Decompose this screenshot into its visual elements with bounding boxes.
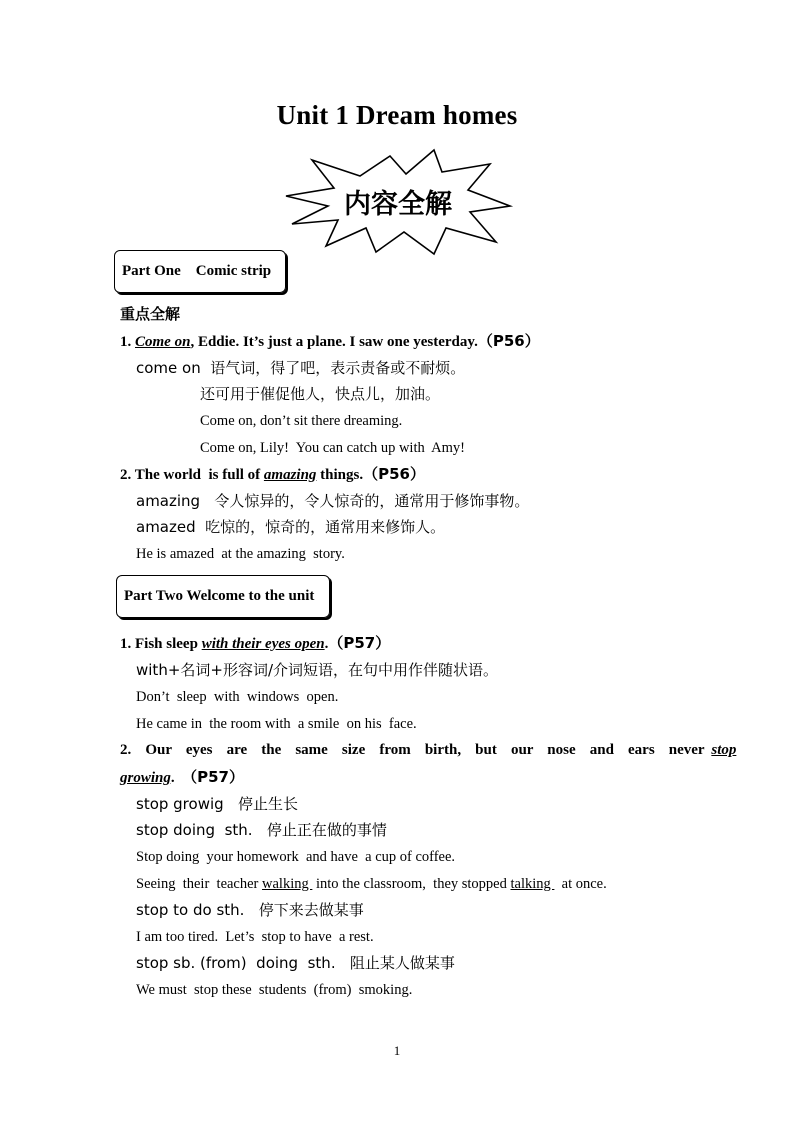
- item-text: , Eddie. It’s just a plane. I saw one yesterday.: [190, 334, 478, 350]
- note-line: 还可用于催促他人，快点儿，加油。: [200, 385, 441, 403]
- p1-item2: [120, 465, 425, 484]
- note-line: come on 语气词，得了吧，表示责备或不耐烦。: [136, 359, 466, 377]
- page-number: 1: [393, 1043, 401, 1058]
- example-sentence: Come on, don’t sit there dreaming.: [200, 413, 403, 429]
- example-sentence: Come on, Lily! You can catch up with Amy!: [200, 440, 466, 456]
- underlined-walking: walking: [262, 876, 313, 892]
- page-ref: （P56）: [363, 465, 425, 483]
- page-ref: （P56）: [477, 332, 540, 350]
- starburst-banner: [282, 148, 514, 258]
- sentence-part: Seeing their teacher: [136, 876, 263, 892]
- keyword-stop: stop: [711, 742, 737, 758]
- example-sentence: We must stop these students (from) smoking.: [136, 982, 413, 998]
- item-number: 1.: [120, 334, 132, 350]
- item-text: .: [170, 770, 183, 786]
- section-heading: 重点全解: [120, 305, 181, 323]
- note-line: stop doing sth. 停止正在做的事情: [136, 821, 387, 839]
- page-ref: （P57）: [328, 634, 391, 652]
- item-text: things.: [316, 467, 364, 483]
- note-line: stop growig 停止生长: [136, 795, 298, 813]
- part-one-label: Part One Comic strip: [114, 250, 286, 293]
- page-ref: （P57）: [182, 768, 244, 786]
- example-sentence: Don’t sleep with windows open.: [136, 689, 339, 705]
- underlined-talking: talking: [510, 876, 555, 892]
- page-title: Unit 1 Dream homes: [276, 100, 518, 130]
- example-sentence: He came in the room with a smile on his face.: [136, 716, 417, 732]
- burst-label: 内容全解: [344, 189, 452, 220]
- p2-item2-line1: [120, 741, 737, 759]
- example-sentence-seeing: [136, 875, 607, 893]
- note-line: amazing 令人惊异的，令人惊奇的，通常用于修饰事物。: [136, 492, 530, 510]
- keyword-come-on: Come on: [135, 334, 191, 350]
- keyword-growing: growing: [120, 770, 171, 786]
- item-text: 1. Fish sleep: [120, 636, 202, 652]
- item-text: 2. The world is full of: [120, 467, 264, 483]
- item-text: 2. Our eyes are the same size from birth, but our nose and ears never: [120, 742, 712, 758]
- p2-item1: [120, 634, 390, 653]
- note-line: amazed 吃惊的，惊奇的，通常用来修饰人。: [136, 518, 446, 536]
- keyword-with-their-eyes-open: with their eyes open: [201, 636, 325, 652]
- note-line: stop sb. (from) doing sth. 阻止某人做某事: [136, 954, 455, 972]
- p2-item2-line2: [120, 768, 244, 787]
- sentence-part: at once.: [554, 876, 607, 892]
- part-two-label: Part Two Welcome to the unit: [116, 575, 330, 618]
- example-sentence: He is amazed at the amazing story.: [136, 546, 345, 562]
- p1-item1: [120, 332, 540, 351]
- keyword-amazing: amazing: [263, 467, 317, 483]
- example-sentence: Stop doing your homework and have a cup of coffee.: [136, 849, 456, 865]
- sentence-part: into the classroom, they stopped: [312, 876, 511, 892]
- note-line: with+名词+形容词/介词短语，在句中用作伴随状语。: [136, 661, 499, 679]
- item-text: .: [324, 636, 329, 652]
- example-sentence: I am too tired. Let’s stop to have a rest.: [136, 929, 374, 945]
- note-line: stop to do sth. 停下来去做某事: [136, 901, 364, 919]
